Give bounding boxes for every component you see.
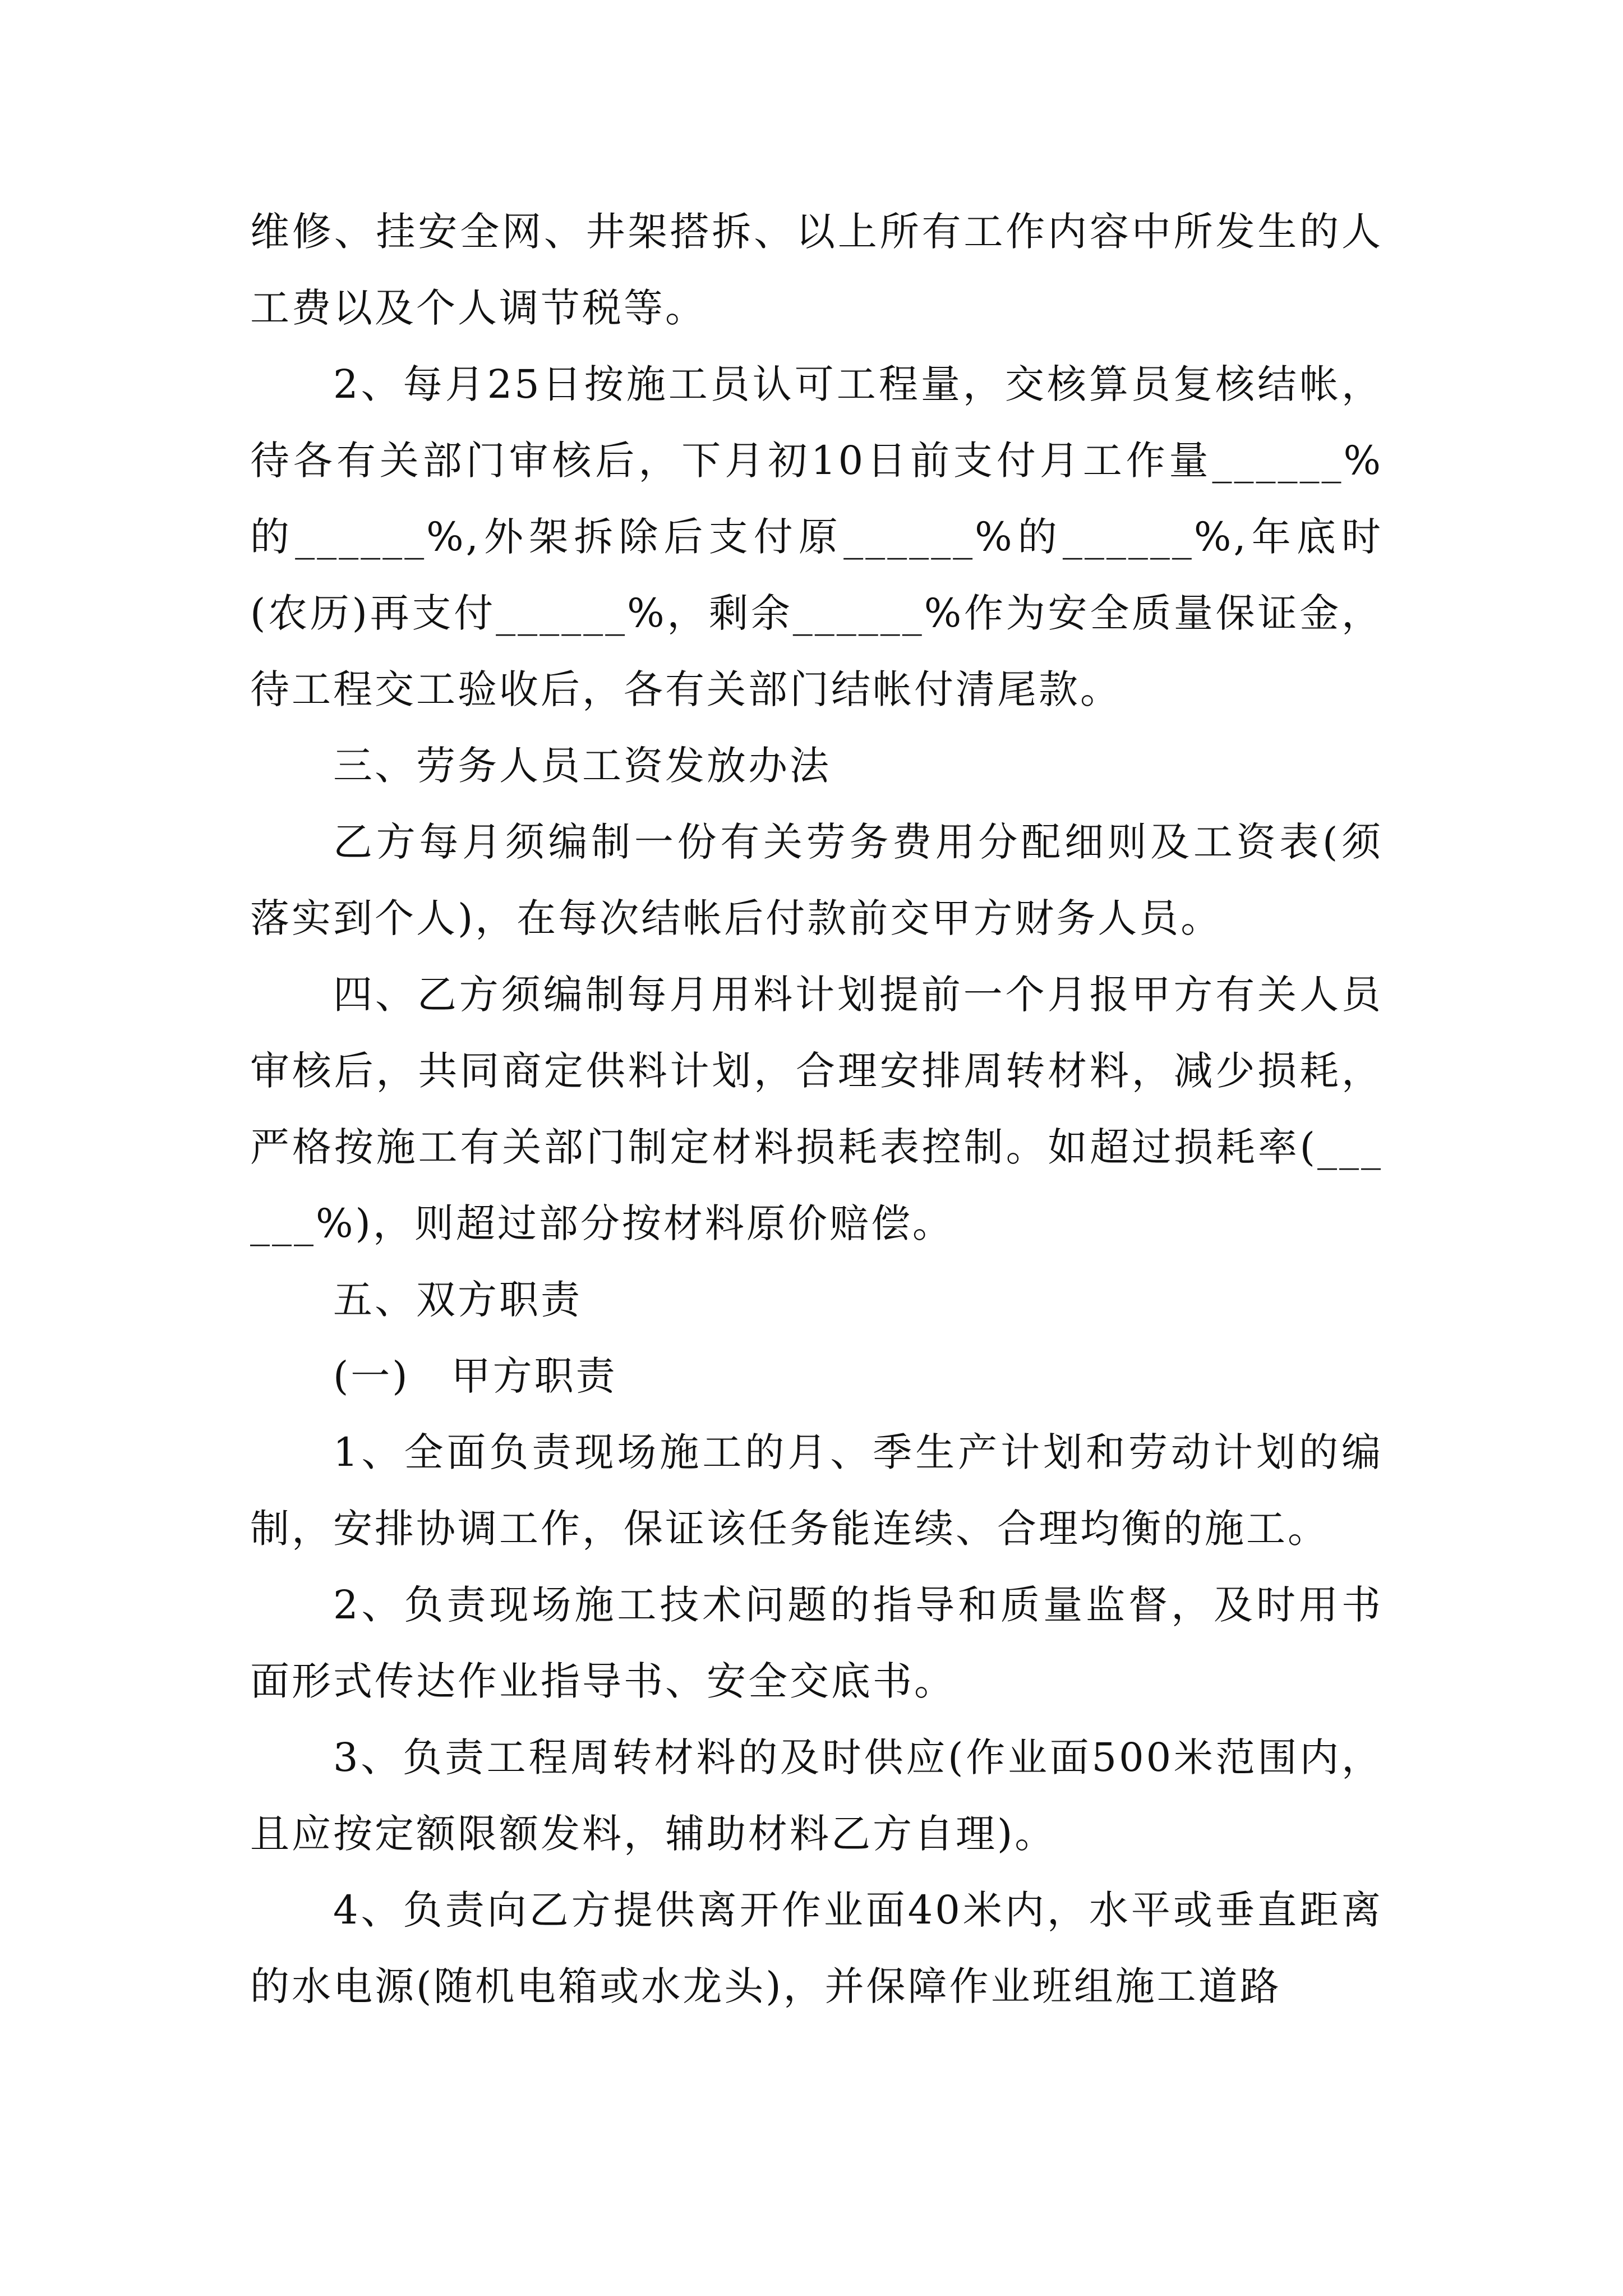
- paragraph-duty-3: 3、负责工程周转材料的及时供应(作业面500米范围内，且应按定额限额发料，辅助材料乙方自理)。: [250, 1734, 1383, 1857]
- subsection-heading-party-a: (一) 甲方职责: [333, 1353, 617, 1399]
- paragraph-payment-schedule: 2、每月25日按施工员认可工程量，交核算员复核结帐，待各有关部门审核后，下月初10日前支付月工作量______%的______%,外架拆除后支付原______%的______%,年底时(农历)再支付______%，剩余______%作为安全质量保证金，待工程交工验收后，各有关部门结帐付清尾款。: [250, 361, 1383, 712]
- document-body: [250, 194, 1383, 2024]
- paragraph-duty-2: 2、负责现场施工技术问题的指导和质量监督，及时用书面形式传达作业指导书、安全交底书。: [250, 1582, 1383, 1704]
- paragraph-material-plan: 四、乙方须编制每月用料计划提前一个月报甲方有关人员审核后，共同商定供料计划，合理安排周转材料，减少损耗，严格按施工有关部门制定材料损耗表控制。如超过损耗率(______%)，则超过部分按材料原价赔偿。: [250, 972, 1383, 1246]
- section-heading-wages: 三、劳务人员工资发放办法: [333, 743, 831, 789]
- section-heading-duties: 五、双方职责: [333, 1277, 582, 1323]
- paragraph-duty-1: 1、全面负责现场施工的月、季生产计划和劳动计划的编制，安排协调工作，保证该任务能连续、合理均衡的施工。: [250, 1429, 1383, 1552]
- paragraph-wage-table: 乙方每月须编制一份有关劳务费用分配细则及工资表(须落实到个人)，在每次结帐后付款前交甲方财务人员。: [250, 819, 1383, 941]
- paragraph-duty-4: 4、负责向乙方提供离开作业面40米内，水平或垂直距离的水电源(随机电箱或水龙头)，并保障作业班组施工道路: [250, 1887, 1383, 2009]
- paragraph-continuation: 维修、挂安全网、井架搭拆、以上所有工作内容中所发生的人工费以及个人调节税等。: [250, 209, 1383, 331]
